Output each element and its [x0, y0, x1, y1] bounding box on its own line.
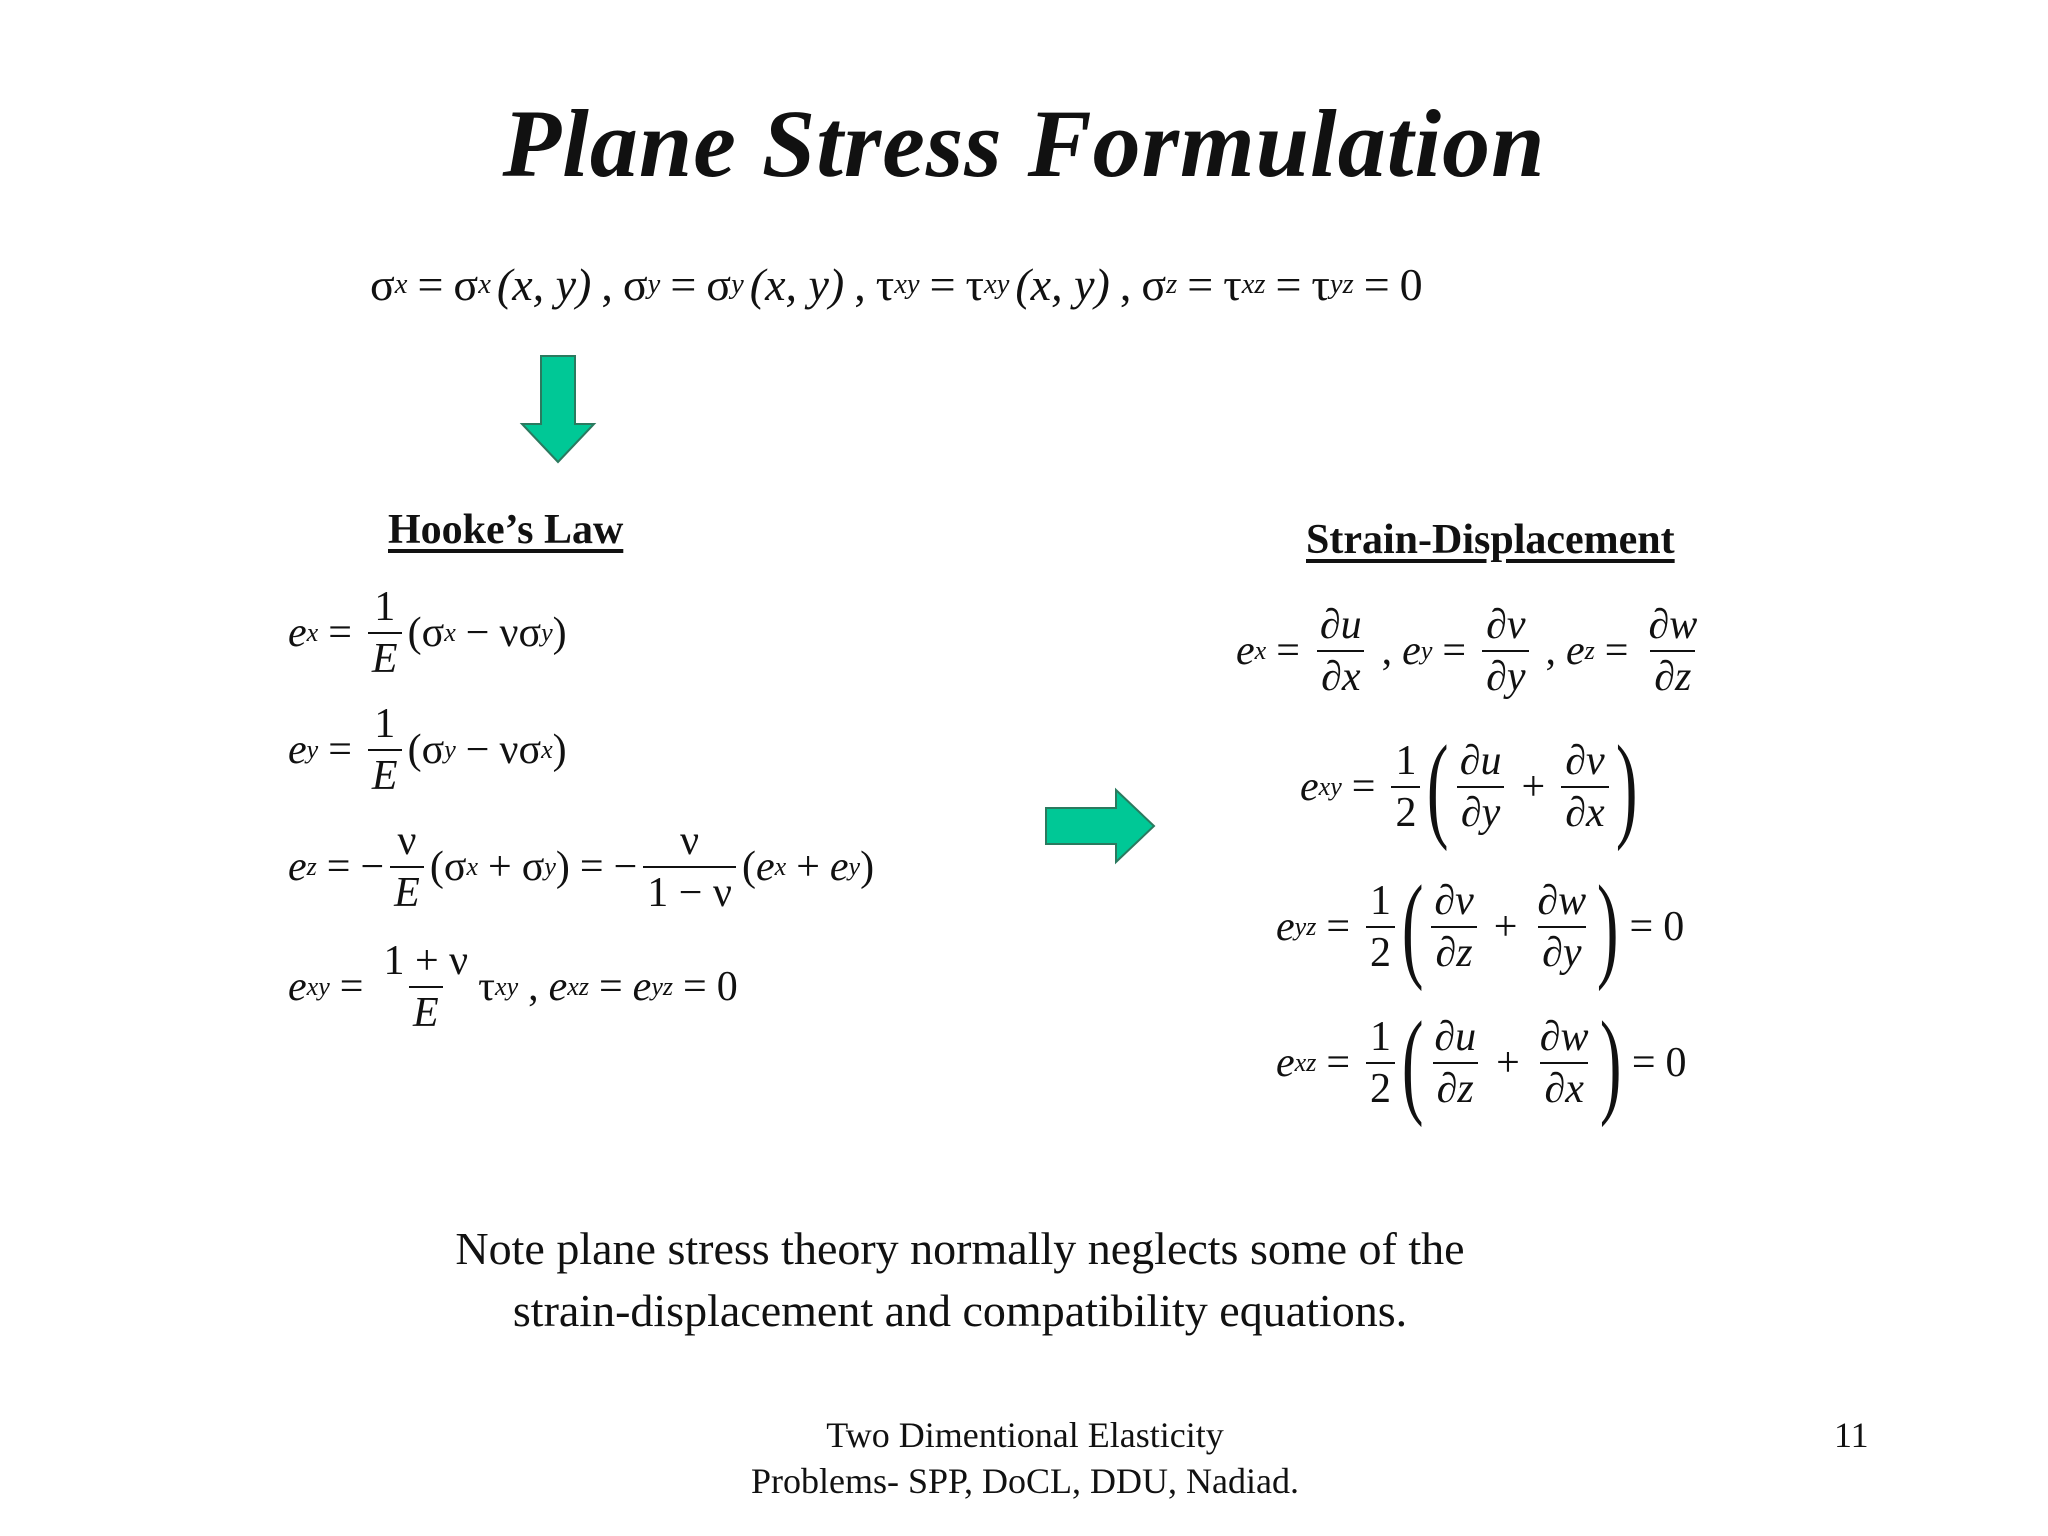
hooke-exy-equation: e xy = $\frac{1 + \nu}{E}$ τ xy , e xz = e yz = 0: [288, 938, 738, 1036]
fraction: $\frac{\partial u}{\partial y}$: [1456, 740, 1506, 834]
down-arrow-icon: [518, 354, 598, 466]
fraction: $\frac{\nu}{E}$: [390, 820, 424, 914]
fraction: $\frac{1}{E}$: [368, 586, 402, 680]
fraction: $\frac{\nu}{1 - \nu}$: [643, 820, 736, 914]
strain-displacement-heading: Strain-Displacement: [1306, 517, 1675, 563]
note-text: [0, 1218, 1920, 1342]
fraction: $\frac{\partial v}{\partial y}$: [1482, 604, 1529, 698]
fraction: $\frac{\partial w}{\partial x}$: [1539, 1014, 1589, 1113]
strain-eyz-equation: e yz = $\frac{1}{2}$ ( $\frac{\partial v}{\partial z}$ + $\frac{\partial w}{\partial y}$ ) = 0: [1276, 861, 1685, 992]
fraction: $\frac{1}{2}$: [1391, 740, 1420, 834]
footer-line-2: Problems- SPP, DoCL, DDU, Nadiad.: [750, 1461, 1299, 1501]
fraction: $\frac{1}{E}$: [368, 703, 402, 797]
note-line-2: strain-displacement and compatibility equations.: [512, 1285, 1408, 1336]
strain-exz-equation: e xz = $\frac{1}{2}$ ( $\frac{\partial u}{\partial z}$ + $\frac{\partial w}{\partial x}$ ) = 0: [1276, 997, 1687, 1128]
fraction: $\frac{\partial u}{\partial x}$: [1316, 604, 1366, 698]
slide-title: Plane Stress Formulation: [502, 90, 1546, 197]
hookes-law-heading: Hooke’s Law: [388, 507, 624, 553]
hooke-ez-equation: e z = − $\frac{\nu}{E}$ ( σ x + σ y ) = − $\frac{\nu}{1 - \nu}$ ( e x + e y ): [288, 818, 875, 916]
stress-state-equation: σ x = σ x (x, y) , σ y = σ y (x, y) , τ xy = τ xy (x, y) , σ z = τ xz = τ yz = 0: [370, 259, 1423, 310]
hooke-ex-equation: e x = $\frac{1}{E}$ ( σ x − ν σ y ): [288, 584, 567, 682]
fraction: $\frac{1}{2}$: [1366, 880, 1395, 974]
footer-line-1: Two Dimentional Elasticity: [826, 1415, 1224, 1455]
page-number: 11: [1834, 1415, 1869, 1455]
note-line-1: Note plane stress theory normally neglects some of the: [455, 1223, 1465, 1274]
fraction: $\frac{1 + \nu}{E}$: [383, 938, 469, 1036]
fraction: $\frac{\partial u}{\partial z}$: [1434, 1014, 1477, 1113]
hooke-ey-equation: e y = $\frac{1}{E}$ ( σ y − ν σ x ): [288, 701, 567, 799]
slide-footer: [640, 1412, 1410, 1504]
strain-normal-equations: e x = $\frac{\partial u}{\partial x}$ , e y = $\frac{\partial v}{\partial y}$ , e z = $\frac{\partial w}{\partial z}$: [1236, 604, 1707, 698]
strain-exy-equation: e xy = $\frac{1}{2}$ ( $\frac{\partial u}{\partial y}$ + $\frac{\partial v}{\partial x}$ ): [1300, 721, 1638, 852]
right-arrow-icon: [1044, 786, 1158, 866]
fraction: $\frac{1}{2}$: [1366, 1016, 1395, 1110]
fraction: $\frac{\partial v}{\partial x}$: [1561, 740, 1608, 834]
fraction: $\frac{\partial v}{\partial z}$: [1430, 880, 1477, 974]
fraction: $\frac{\partial w}{\partial y}$: [1537, 878, 1587, 977]
fraction: $\frac{\partial w}{\partial z}$: [1648, 602, 1698, 700]
